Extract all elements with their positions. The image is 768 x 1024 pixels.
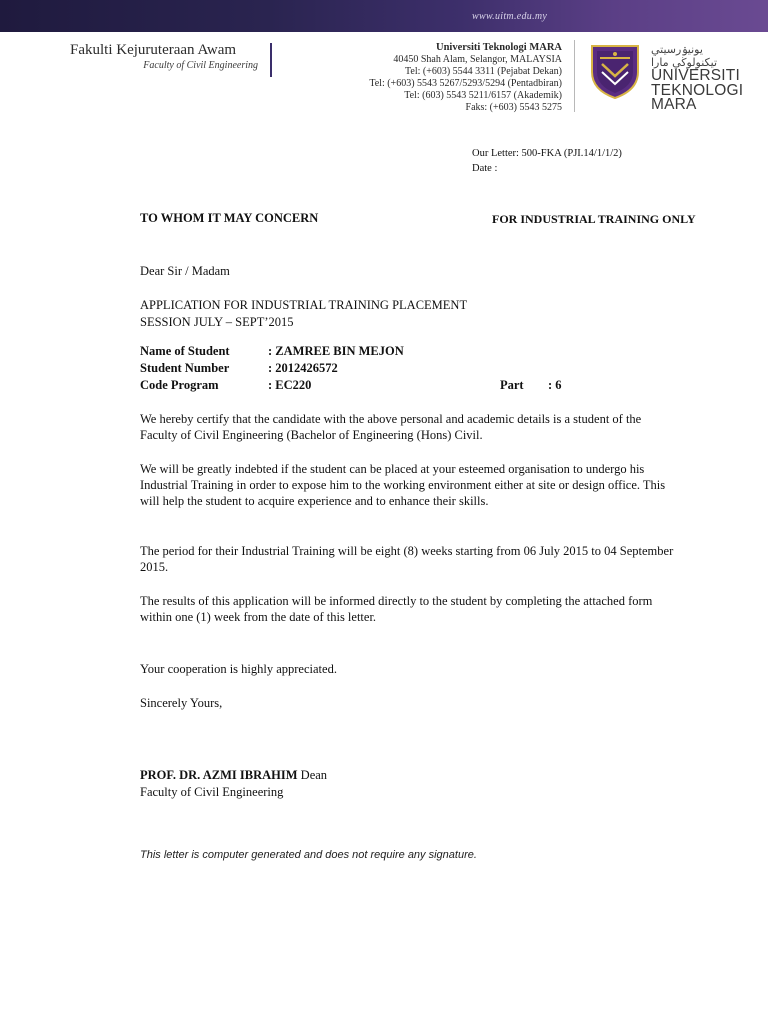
- detail-value: : 2012426572: [268, 361, 338, 375]
- letterhead-divider: [270, 43, 272, 77]
- address-line: Tel: (+603) 5544 3311 (Pejabat Dekan): [404, 66, 562, 78]
- address-line: 40450 Shah Alam, Selangor, MALAYSIA: [393, 54, 562, 66]
- computer-generated-note: This letter is computer generated and does not require any signature.: [140, 849, 477, 861]
- signature-block: [140, 767, 327, 801]
- signer-faculty: Faculty of Civil Engineering: [140, 785, 284, 799]
- faculty-name-malay: Fakulti Kejuruteraan Awam: [70, 42, 237, 58]
- wordmark-line: MARA: [651, 96, 697, 113]
- part-value: : 6: [548, 378, 562, 392]
- uitm-crest-logo: [586, 42, 644, 100]
- detail-value: : EC220: [268, 378, 312, 392]
- faculty-name-block: [70, 42, 260, 71]
- salutation: Dear Sir / Madam: [140, 264, 230, 278]
- closing-cooperation: Your cooperation is highly appreciated.: [140, 662, 337, 676]
- body-paragraph-certify: We hereby certify that the candidate with the above personal and academic details is a student of the Faculty of Civil Engineering (Bachelor of Engineering (Hons) Civil.: [140, 412, 642, 442]
- heading-to-whom: TO WHOM IT MAY CONCERN: [140, 211, 319, 225]
- detail-label: Name of Student: [140, 344, 230, 358]
- faculty-name-english: Faculty of Civil Engineering: [143, 60, 258, 71]
- wordmark-line: TEKNOLOGI: [651, 81, 744, 99]
- body-paragraph-request: We will be greatly indebted if the student can be placed at your esteemed organisation to undergo his Industrial Training in order to expose him to the working environment either at site or design office. This will help the student to acquire experience and to enhance their skills.: [140, 462, 666, 508]
- application-line: APPLICATION FOR INDUSTRIAL TRAINING PLACEMENT: [140, 298, 468, 312]
- closing-sincerely: Sincerely Yours,: [140, 696, 223, 710]
- university-wordmark: [651, 43, 751, 113]
- signer-title: Dean: [297, 768, 328, 782]
- detail-label: Student Number: [140, 361, 230, 375]
- our-letter-ref: Our Letter: 500-FKA (PJI.14/1/1/2): [472, 148, 622, 159]
- reference-block: [472, 146, 622, 176]
- website-url: www.uitm.edu.my: [472, 11, 548, 22]
- letterhead-divider: [574, 40, 575, 112]
- heading-industrial-only: FOR INDUSTRIAL TRAINING ONLY: [492, 212, 696, 226]
- session-line: SESSION JULY – SEPT’2015: [140, 314, 294, 329]
- crest-icon: [586, 42, 644, 100]
- jawi-wordmark: يونيۏرسيتي تيكنولوڬي مارا: [651, 43, 718, 69]
- application-title: [140, 297, 467, 330]
- university-address-block: [300, 42, 562, 115]
- address-line: Tel: (603) 5543 5211/6157 (Akademik): [404, 90, 562, 102]
- address-line: Tel: (+603) 5543 5267/5293/5294 (Pentadbiran): [369, 78, 562, 90]
- detail-value: : ZAMREE BIN MEJON: [268, 344, 404, 358]
- body-paragraph-period: The period for their Industrial Training will be eight (8) weeks starting from 06 July 2015 to 04 September 2015.: [140, 544, 674, 574]
- letterhead-banner: [0, 0, 768, 32]
- address-line: Faks: (+603) 5543 5275: [465, 102, 562, 114]
- wordmark-line: UNIVERSITI: [651, 67, 740, 84]
- part-label: Part: [500, 378, 524, 392]
- body-paragraph-results: The results of this application will be informed directly to the student by completing the attached form within one (1) week from the date of this letter.: [140, 594, 653, 624]
- detail-label: Code Program: [140, 378, 219, 392]
- address-line: Universiti Teknologi MARA: [435, 42, 562, 53]
- signer-name: PROF. DR. AZMI IBRAHIM: [140, 768, 298, 782]
- date-line: Date :: [472, 163, 498, 174]
